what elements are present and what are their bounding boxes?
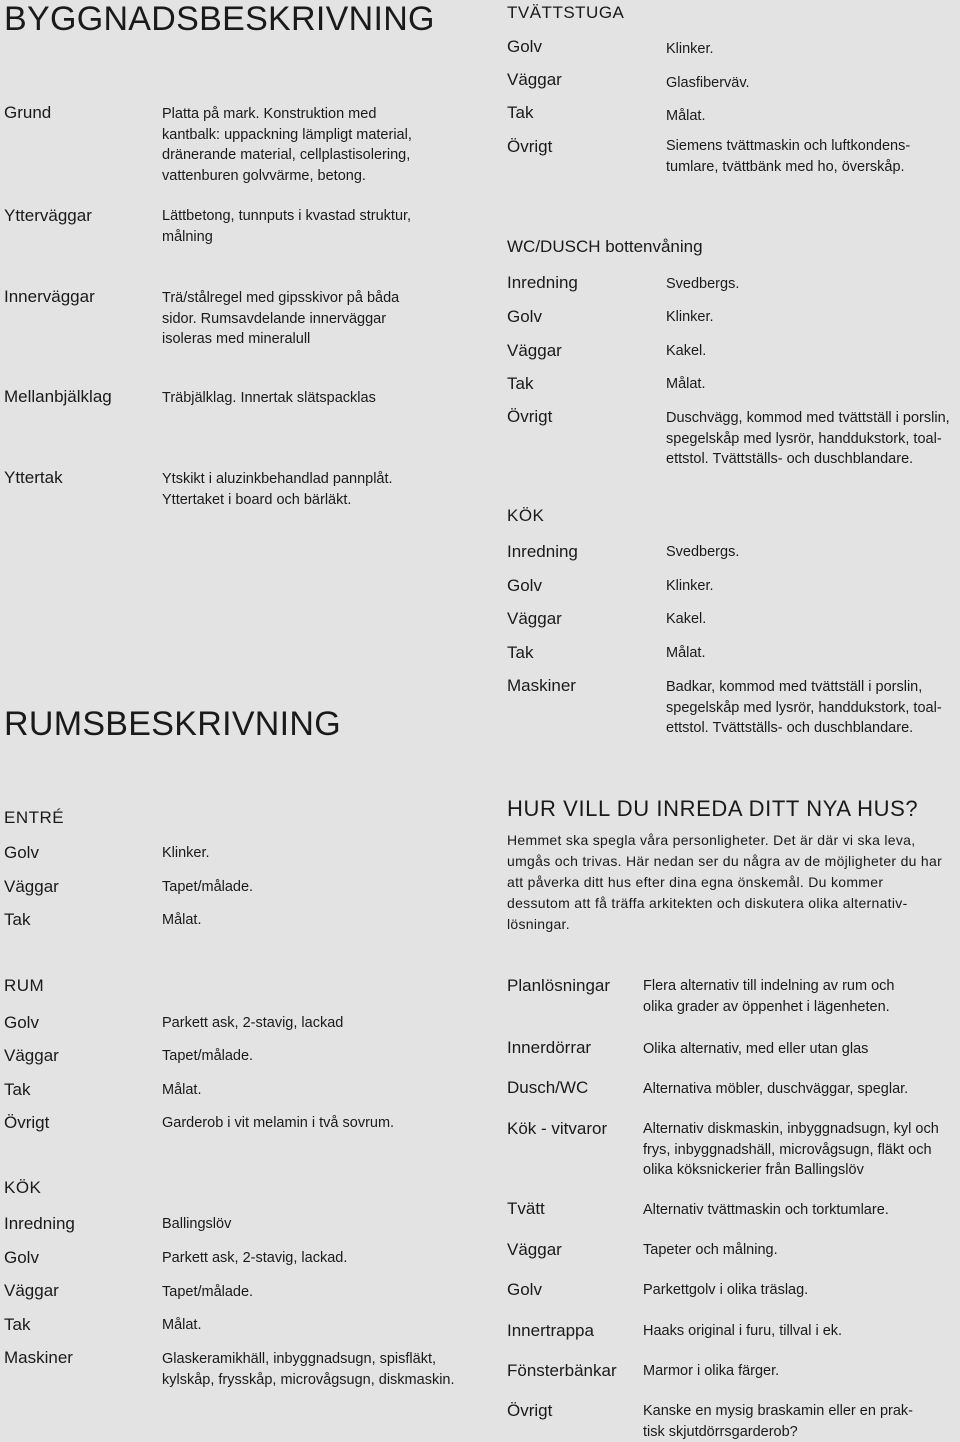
rum-label-golv: Golv bbox=[4, 1013, 39, 1032]
inreda-label-innertrappa: Innertrappa bbox=[507, 1321, 594, 1340]
byggnad-label-ytterväggar: Ytterväggar bbox=[4, 206, 92, 225]
byggnad-label-mellanbjälklag: Mellanbjälklag bbox=[4, 387, 112, 406]
kok-left-label-maskiner: Maskiner bbox=[4, 1348, 73, 1367]
rum-value-övrigt: Garderob i vit melamin i två sovrum. bbox=[162, 1115, 395, 1131]
entre-value-tak: Målat. bbox=[162, 912, 202, 928]
inreda-value-kok-vitvaror: Alternativ diskmaskin, inbyggnadsugn, kyl och frys, inbyggnadshäll, microvågsugn, fläkt och olika köksnickerier från Ballingslöv bbox=[643, 1121, 939, 1178]
inreda-value-golv: Parkettgolv i olika träslag. bbox=[643, 1282, 809, 1298]
kok-right-value-maskiner: Badkar, kommod med tvättställ i porslin, spegelskåp med lysrör, handdukstork, toal- ettstol. Tvättställs- och duschblandare. bbox=[666, 679, 942, 736]
wc-heading: WC/DUSCH bottenvåning bbox=[507, 237, 703, 256]
kok-right-label-väggar: Väggar bbox=[507, 609, 562, 628]
tvattstuga-value-väggar: Glasfiberväv. bbox=[666, 75, 750, 91]
wc-value-övrigt: Duschvägg, kommod med tvättställ i porslin, spegelskåp med lysrör, handdukstork, toal- ettstol. Tvättställs- och duschblandare. bbox=[666, 410, 950, 467]
kok-left-value-väggar: Tapet/målade. bbox=[162, 1284, 254, 1300]
kok-right-value-väggar: Kakel. bbox=[666, 611, 707, 627]
inreda-label-övrigt: Övrigt bbox=[507, 1401, 553, 1420]
inreda-label-tvätt: Tvätt bbox=[507, 1199, 545, 1218]
rum-label-väggar: Väggar bbox=[4, 1046, 59, 1065]
tvattstuga-label-väggar: Väggar bbox=[507, 70, 562, 89]
kok-left-heading: KÖK bbox=[4, 1178, 42, 1197]
byggnad-value-grund: Platta på mark. Konstruktion med kantbalk: uppackning lämpligt material, dränerande material, cellplastisolering, vattenburen golvvärme, betong. bbox=[162, 106, 412, 184]
rum-value-tak: Målat. bbox=[162, 1082, 202, 1098]
kok-right-value-inredning: Svedbergs. bbox=[666, 544, 740, 560]
wc-label-övrigt: Övrigt bbox=[507, 407, 553, 426]
inreda-value-dusch-wc: Alternativa möbler, duschväggar, speglar. bbox=[643, 1081, 909, 1097]
kok-right-label-maskiner: Maskiner bbox=[507, 676, 576, 695]
tvattstuga-label-golv: Golv bbox=[507, 37, 542, 56]
byggnad-label-innerväggar: Innerväggar bbox=[4, 287, 95, 306]
byggnad-value-innerväggar: Trä/stålregel med gipsskivor på båda sidor. Rumsavdelande innerväggar isoleras med mineralull bbox=[162, 290, 400, 347]
wc-value-väggar: Kakel. bbox=[666, 343, 707, 359]
inreda-value-innerdörrar: Olika alternativ, med eller utan glas bbox=[643, 1041, 869, 1057]
inreda-label-fönsterbänkar: Fönsterbänkar bbox=[507, 1361, 617, 1380]
kok-left-label-inredning: Inredning bbox=[4, 1214, 75, 1233]
inreda-label-innerdörrar: Innerdörrar bbox=[507, 1038, 592, 1057]
inreda-value-väggar: Tapeter och målning. bbox=[643, 1242, 778, 1258]
rum-label-övrigt: Övrigt bbox=[4, 1113, 50, 1132]
kok-left-value-tak: Målat. bbox=[162, 1317, 202, 1333]
byggnad-value-mellanbjälklag: Träbjälklag. Innertak slätspacklas bbox=[162, 390, 376, 406]
wc-label-tak: Tak bbox=[507, 374, 534, 393]
entre-heading: ENTRÉ bbox=[4, 808, 65, 827]
tvattstuga-label-övrigt: Övrigt bbox=[507, 137, 553, 156]
tvattstuga-heading: TVÄTTSTUGA bbox=[507, 3, 625, 22]
entre-label-golv: Golv bbox=[4, 843, 39, 862]
kok-left-label-golv: Golv bbox=[4, 1248, 39, 1267]
inreda-value-tvätt: Alternativ tvättmaskin och torktumlare. bbox=[643, 1202, 889, 1218]
kok-left-label-väggar: Väggar bbox=[4, 1281, 59, 1300]
kok-right-value-tak: Målat. bbox=[666, 645, 706, 661]
byggnad-label-grund: Grund bbox=[4, 103, 52, 122]
inreda-label-golv: Golv bbox=[507, 1280, 542, 1299]
rumsbeskrivning-title: RUMSBESKRIVNING bbox=[4, 705, 341, 743]
kok-right-label-tak: Tak bbox=[507, 643, 534, 662]
rum-value-golv: Parkett ask, 2-stavig, lackad bbox=[162, 1015, 344, 1031]
rum-heading: RUM bbox=[4, 976, 45, 995]
tvattstuga-value-tak: Målat. bbox=[666, 108, 706, 124]
byggnad-value-ytterväggar: Lättbetong, tunnputs i kvastad struktur, målning bbox=[162, 208, 412, 245]
byggnad-title: BYGGNADSBESKRIVNING bbox=[4, 0, 435, 38]
kok-right-label-golv: Golv bbox=[507, 576, 542, 595]
tvattstuga-label-tak: Tak bbox=[507, 103, 534, 122]
inreda-label-kok-vitvaror: Kök - vitvaror bbox=[507, 1119, 608, 1138]
kok-right-label-inredning: Inredning bbox=[507, 542, 578, 561]
entre-label-tak: Tak bbox=[4, 910, 31, 929]
wc-label-väggar: Väggar bbox=[507, 341, 562, 360]
entre-value-väggar: Tapet/målade. bbox=[162, 879, 254, 895]
inreda-value-planlösningar: Flera alternativ till indelning av rum och olika grader av öppenhet i lägenheten. bbox=[643, 978, 895, 1015]
kok-left-value-golv: Parkett ask, 2-stavig, lackad. bbox=[162, 1250, 348, 1266]
tvattstuga-value-övrigt: Siemens tvättmaskin och luftkondens- tumlare, tvättbänk med ho, överskåp. bbox=[666, 138, 911, 175]
tvattstuga-value-golv: Klinker. bbox=[666, 41, 714, 57]
inreda-label-dusch-wc: Dusch/WC bbox=[507, 1078, 589, 1097]
rum-label-tak: Tak bbox=[4, 1080, 31, 1099]
rum-value-väggar: Tapet/målade. bbox=[162, 1048, 254, 1064]
inreda-value-innertrappa: Haaks original i furu, tillval i ek. bbox=[643, 1323, 843, 1339]
inreda-value-fönsterbänkar: Marmor i olika färger. bbox=[643, 1363, 780, 1379]
wc-value-inredning: Svedbergs. bbox=[666, 276, 740, 292]
kok-left-value-inredning: Ballingslöv bbox=[162, 1216, 232, 1232]
entre-label-väggar: Väggar bbox=[4, 877, 59, 896]
wc-label-golv: Golv bbox=[507, 307, 542, 326]
byggnad-value-yttertak: Ytskikt i aluzinkbehandlad pannplåt. Yttertaket i board och bärläkt. bbox=[162, 471, 393, 508]
wc-value-tak: Målat. bbox=[666, 376, 706, 392]
wc-label-inredning: Inredning bbox=[507, 273, 578, 292]
byggnad-label-yttertak: Yttertak bbox=[4, 468, 63, 487]
kok-right-heading: KÖK bbox=[507, 506, 545, 525]
kok-right-value-golv: Klinker. bbox=[666, 578, 714, 594]
inreda-label-väggar: Väggar bbox=[507, 1240, 562, 1259]
kok-left-label-tak: Tak bbox=[4, 1315, 31, 1334]
entre-value-golv: Klinker. bbox=[162, 845, 210, 861]
inreda-title: HUR VILL DU INREDA DITT NYA HUS? bbox=[507, 796, 919, 821]
inreda-intro: Hemmet ska spegla våra personligheter. Det är där vi ska leva, umgås och trivas. Här nedan ser du några av de möjligheter du har att påverka ditt hus efter dina egna önskemål. Du kommer dessutom att få träffa arkitekten och diskutera olika alternativ- lösningar. bbox=[507, 832, 943, 932]
kok-left-value-maskiner: Glaskeramikhäll, inbyggnadsugn, spisfläkt, kylskåp, frysskåp, microvågsugn, diskmaskin. bbox=[162, 1351, 455, 1388]
inreda-value-övrigt: Kanske en mysig braskamin eller en prak- tisk skjutdörrsgarderob? bbox=[643, 1403, 913, 1440]
inreda-label-planlösningar: Planlösningar bbox=[507, 976, 611, 995]
wc-value-golv: Klinker. bbox=[666, 309, 714, 325]
